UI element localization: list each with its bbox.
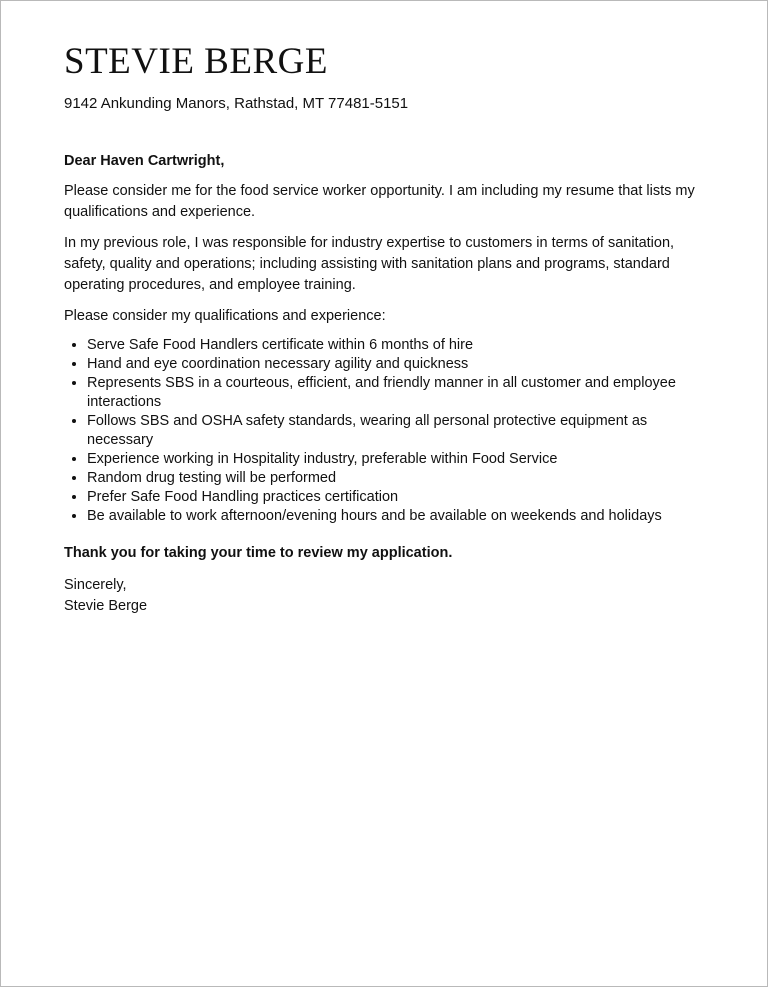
list-item: • Be available to work afternoon/evening hours and be available on weekends and holidays xyxy=(87,507,714,526)
applicant-name: STEVIE BERGE xyxy=(64,41,328,82)
letter-content xyxy=(64,41,714,617)
list-item: • Random drug testing will be performed xyxy=(87,469,714,488)
list-item: • Experience working in Hospitality industry, preferable within Food Service xyxy=(87,450,714,469)
closing-statement: Thank you for taking your time to review my application. xyxy=(64,545,453,561)
signoff-block xyxy=(64,575,714,617)
applicant-address: 9142 Ankunding Manors, Rathstad, MT 77481-5151 xyxy=(64,95,409,112)
list-item: • Follows SBS and OSHA safety standards, wearing all personal protective equipment as necessary xyxy=(87,412,714,450)
signature-name: Stevie Berge xyxy=(64,598,148,614)
experience-paragraph: In my previous role, I was responsible for industry expertise to customers in terms of sanitation, safety, quality and operations; including assisting with sanitation plans and programs, standard operating procedures, and employee training. xyxy=(64,235,675,293)
signoff-text: Sincerely, xyxy=(64,577,127,593)
letter-greeting: Dear Haven Cartwright, xyxy=(64,153,225,169)
list-item: • Represents SBS in a courteous, efficient, and friendly manner in all customer and employee interactions xyxy=(87,374,714,412)
list-item: • Hand and eye coordination necessary agility and quickness xyxy=(87,355,714,374)
intro-paragraph: Please consider me for the food service worker opportunity. I am including my resume that lists my qualifications and experience. xyxy=(64,183,695,220)
list-item: • Prefer Safe Food Handling practices certification xyxy=(87,488,714,507)
qualifications-list xyxy=(64,336,714,526)
qualifications-intro: Please consider my qualifications and experience: xyxy=(64,308,386,324)
list-item: • Serve Safe Food Handlers certificate within 6 months of hire xyxy=(87,336,714,355)
